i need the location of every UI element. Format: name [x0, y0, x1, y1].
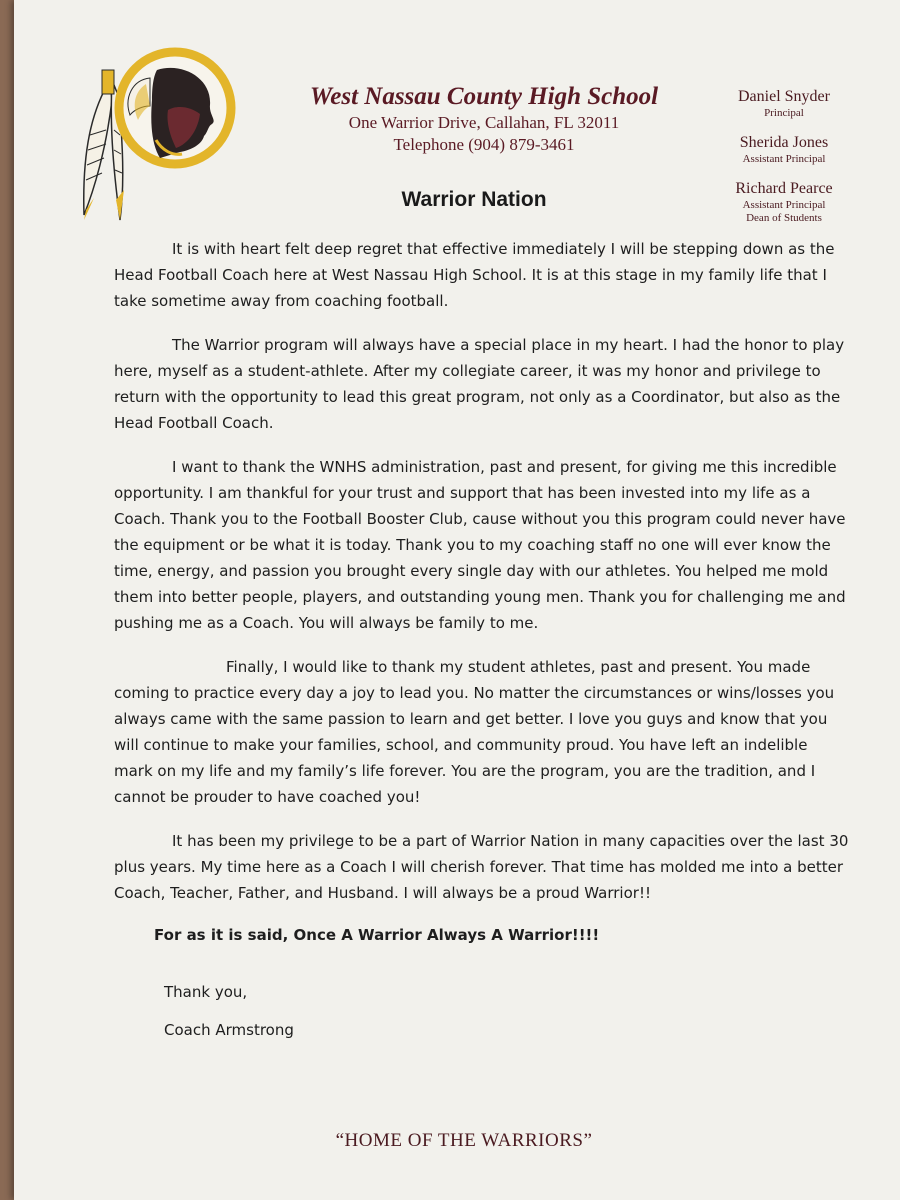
school-address: One Warrior Drive, Callahan, FL 32011: [348, 113, 620, 132]
staff-name: Richard Pearce: [735, 180, 833, 197]
letter-footer: “HOME OF THE WARRIORS”: [335, 1130, 593, 1151]
staff-title: Assistant Principal: [742, 153, 826, 165]
letter-paragraph: The Warrior program will always have a special place in my heart. I had the honor to play here, myself as a student-athlete. After my collegiate career, it was my honor and privilege to return with the opportunity to lead this great program, not only as a Coordinator, but also as the Head Football Coach.: [114, 336, 845, 432]
staff-title-secondary: Dean of Students: [746, 212, 822, 224]
closing-salutation: Thank you,: [164, 983, 248, 1001]
letter-paragraph: It is with heart felt deep regret that effective immediately I will be stepping down as the Head Football Coach here at West Nassau High School. It is at this stage in my family life that I take sometime away from coaching football.: [114, 240, 835, 310]
staff-entry: [714, 179, 854, 225]
letterhead: [264, 82, 704, 156]
school-telephone: Telephone (904) 879-3461: [393, 135, 575, 154]
letter-page: [14, 0, 900, 1200]
letter-paragraph: It has been my privilege to be a part of Warrior Nation in many capacities over the last 30 plus years. My time here as a Coach I will cherish forever. That time has molded me into a better Coach, Teacher, Father, and Husband. I will always be a proud Warrior!!: [114, 832, 849, 902]
warrior-head-logo-icon: [72, 40, 252, 230]
school-name: West Nassau County High School: [309, 83, 659, 110]
staff-name: Sherida Jones: [739, 134, 829, 151]
staff-title: Principal: [764, 107, 804, 119]
letter-paragraph: Finally, I would like to thank my student athletes, past and present. You made coming to practice every day a joy to lead you. No matter the circumstances or wins/losses you always came with the same passion to learn and get better. I love you guys and know that you will continue to make your families, school, and community proud. You have left an indelible mark on my life and my family’s life forever. You are the program, you are the tradition, and I cannot be prouder to have coached you!: [114, 658, 835, 806]
letter-body: [114, 236, 849, 966]
letter-motto: For as it is said, Once A Warrior Always A Warrior!!!!: [154, 926, 600, 944]
signature-name: Coach Armstrong: [164, 1021, 294, 1039]
staff-title: Assistant Principal: [742, 199, 826, 211]
letter-title: Warrior Nation: [401, 188, 547, 211]
letter-closing: [164, 983, 294, 1059]
staff-entry: [714, 87, 854, 120]
staff-list: [714, 87, 854, 238]
letter-paragraph: I want to thank the WNHS administration, past and present, for giving me this incredible opportunity. I am thankful for your trust and support that has been invested into my life as a Coach. Thank you to the Football Booster Club, cause without you this program could never have the equipment or be what it is today. Thank you to my coaching staff no one will ever know the time, energy, and passion you brought every single day with our athletes. You helped me mold them into better people, players, and outstanding young men. Thank you for challenging me and pushing me as a Coach. You will always be family to me.: [114, 458, 846, 632]
staff-name: Daniel Snyder: [738, 88, 830, 105]
staff-entry: [714, 133, 854, 166]
